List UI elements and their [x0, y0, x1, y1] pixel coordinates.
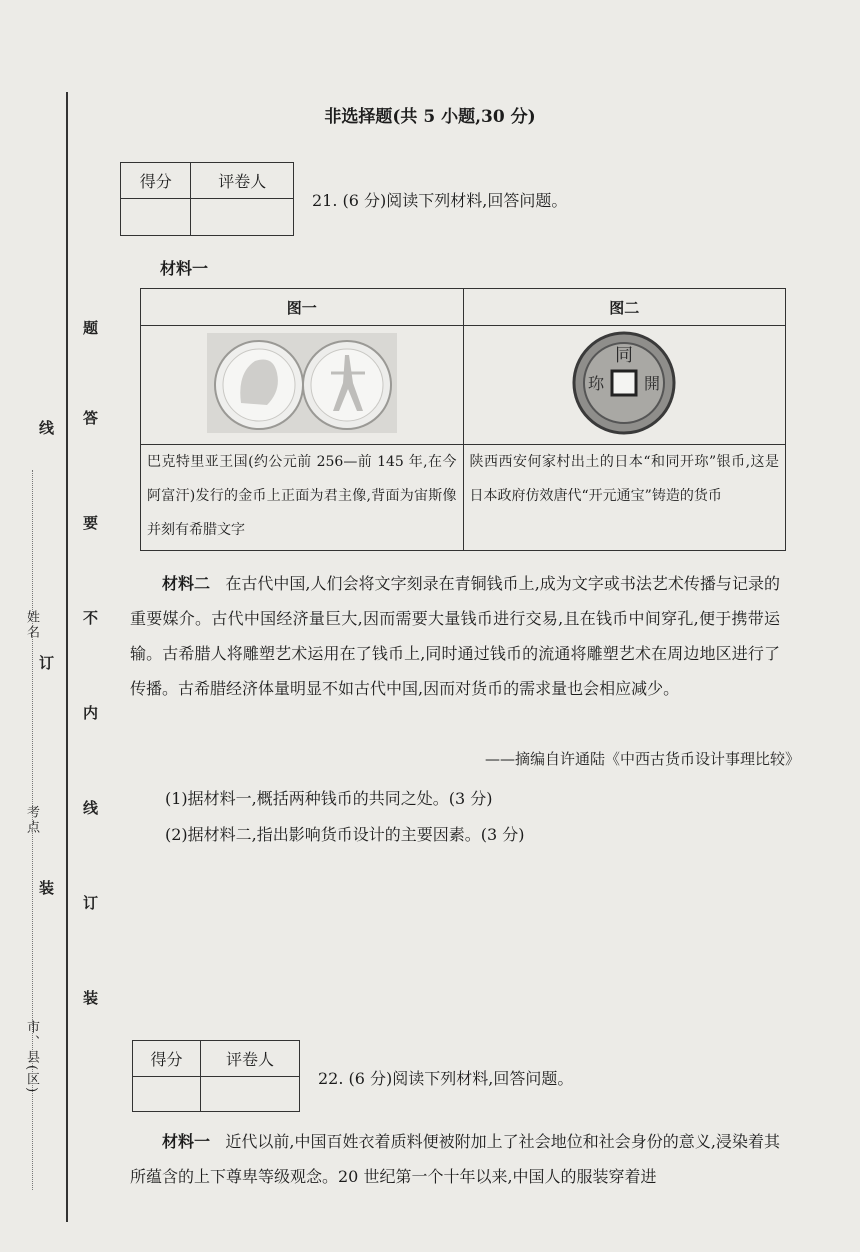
q21-sub1: (1)据材料一,概括两种钱币的共同之处。(3 分): [165, 789, 493, 808]
q22-material1: [130, 1124, 780, 1194]
notice-char-bu: 不: [81, 610, 99, 625]
figure2-caption: 陕西西安何家村出土的日本“和同开珎”银币,这是日本政府仿效唐代“开元通宝”铸造的货币: [463, 445, 786, 551]
q21-material2-label: 材料二: [162, 574, 211, 593]
score-label-q22: 得分: [133, 1041, 201, 1077]
binding-line: [66, 92, 68, 1222]
margin-char-bind: 订: [37, 655, 55, 670]
material1-table: [140, 288, 786, 551]
notice-char-ti: 题: [81, 320, 99, 335]
q21-sub2: (2)据材料二,指出影响货币设计的主要因素。(3 分): [165, 825, 525, 844]
coin-char-top: 同: [615, 345, 634, 366]
notice-char-zhuang: 装: [81, 990, 99, 1005]
figure1-caption: 巴克特里亚王国(约公元前 256—前 145 年,在今阿富汗)发行的金币上正面为君主像,背面为宙斯像并刻有希腊文字: [141, 445, 464, 551]
coin-char-left: 珎: [588, 374, 605, 393]
q21-material2-text: 在古代中国,人们会将文字刻录在青铜钱币上,成为文字或书法艺术传播与记录的重要媒介。古代中国经济量巨大,因而需要大量钱币进行交易,且在钱币中间穿孔,便于携带运输。古希腊人将雕塑艺术运用在了钱币上,同时通过钱币的流通将雕塑艺术在周边地区进行了传播。古希腊经济体量明显不如古代中国,因而对货币的需求量也会相应减少。: [130, 574, 780, 698]
grader-input[interactable]: [191, 199, 294, 236]
figure1-cell: [141, 326, 464, 445]
q21-stem: 21. (6 分)阅读下列材料,回答问题。: [312, 191, 568, 210]
coin-char-right: 開: [644, 374, 661, 393]
score-input-q22[interactable]: [133, 1077, 201, 1112]
score-box-q21: [120, 162, 294, 236]
score-input[interactable]: [121, 199, 191, 236]
q21-answer-area[interactable]: [130, 850, 780, 1030]
greek-coin-image: [207, 333, 397, 433]
margin-char-line: 线: [37, 420, 55, 435]
score-label: 得分: [121, 163, 191, 199]
exam-site-field-label: 考点: [24, 805, 39, 835]
grader-input-q22[interactable]: [200, 1077, 299, 1112]
city-field-label: 市、县(区): [24, 1020, 39, 1095]
figure2-label: 图二: [463, 289, 786, 326]
notice-char-ding: 订: [81, 895, 99, 910]
name-field-label: 姓名: [24, 610, 39, 640]
notice-char-nei: 内: [81, 705, 99, 720]
q22-material1-label: 材料一: [162, 1132, 211, 1151]
grader-label: 评卷人: [191, 163, 294, 199]
grader-label-q22: 评卷人: [200, 1041, 299, 1077]
score-box-q22: [132, 1040, 300, 1112]
margin-char-fix: 装: [37, 880, 55, 895]
q21-material2: [130, 566, 780, 706]
notice-char-yao: 要: [81, 515, 99, 530]
section-title: 非选择题(共 5 小题,30 分): [324, 107, 536, 127]
field-underline: [32, 470, 33, 1190]
notice-char-da: 答: [81, 410, 99, 425]
notice-char-xian: 线: [81, 800, 99, 815]
japanese-coin-image: [569, 328, 679, 438]
figure2-cell: [463, 326, 786, 445]
q21-source: ——摘编自许通陆《中西古货币设计事理比较》: [484, 750, 800, 768]
figure1-label: 图一: [141, 289, 464, 326]
q21-material1-label: 材料一: [160, 259, 209, 278]
q22-stem: 22. (6 分)阅读下列材料,回答问题。: [318, 1069, 574, 1088]
q22-material1-text: 近代以前,中国百姓衣着质料便被附加上了社会地位和社会身份的意义,浸染着其所蕴含的上下尊卑等级观念。20 世纪第一个十年以来,中国人的服装穿着进: [130, 1132, 780, 1186]
